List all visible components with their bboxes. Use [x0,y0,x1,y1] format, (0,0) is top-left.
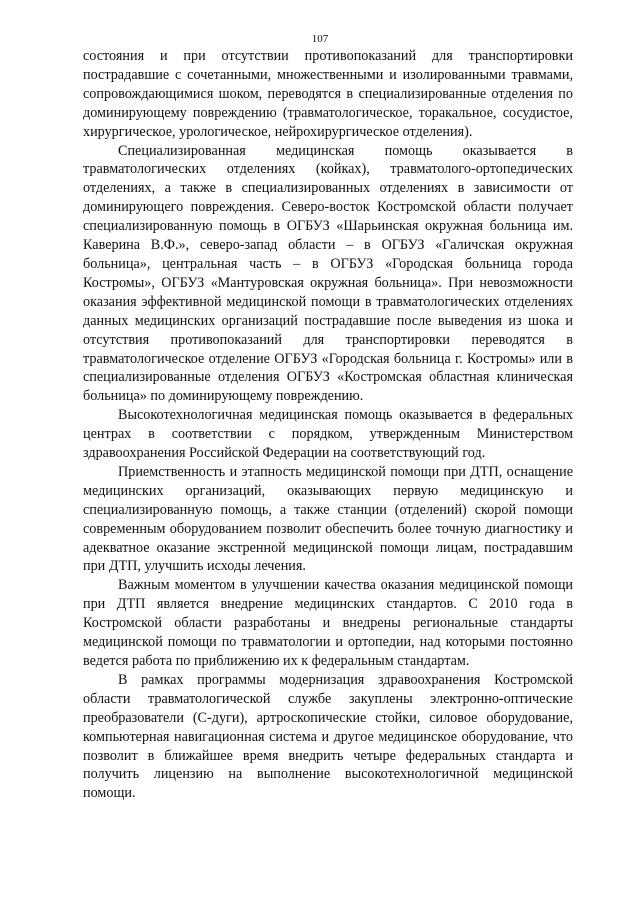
paragraph-standards: Важным моментом в улучшении качества оказания медицинской помощи при ДТП является внедрение медицинских стандартов. С 2010 года в Костромской области разработаны и внедрены региональные стандарты медицинской помощи по травматологии и ортопедии, над которыми постоянно ведется работа по приближению их к федеральным стандартам. [83,577,573,669]
paragraph-specialized-care: Специализированная медицинская помощь оказывается в травматологических отделениях (койках), травматолого-ортопедических отделениях, а также в специализированных отделениях в зависимости от доминирующего повреждения. Северо-восток Костромской области получает специализированную помощь в ОГБУЗ «Шарьинская окружная больница им. Каверина В.Ф.», северо-запад области – в ОГБУЗ «Галичская окружная больница», центральная часть – в ОГБУЗ «Городская больница города Костромы», ОГБУЗ «Мантуровская окружная больница». При невозможности оказания эффективной медицинской помощи в травматологических отделениях данных медицинских организаций пострадавшие после выведения из шока и отсутствия противопоказаний для транспортировки переводятся в травматологическое отделение ОГБУЗ «Городская больница г. Костромы» или в специализированные отделения ОГБУЗ «Костромская областная клиническая больница» по доминирующему повреждению. [83,142,573,405]
paragraph-high-tech-care: Высокотехнологичная медицинская помощь оказывается в федеральных центрах в соответствии с порядком, утвержденным Министерством здравоохранения Российской Федерации на соответствующий год. [83,407,573,462]
body-text [83,47,573,803]
paragraph-continuity: Приемственность и этапность медицинской помощи при ДТП, оснащение медицинских организаций, оказывающих первую медицинскую и специализированную помощь, а также станции (отделений) скорой помощи современным оборудованием позволит обеспечить более точную диагностику и адекватное оказание экстренной медицинской помощи лицам, пострадавшим при ДТП, улучшить исходы лечения. [83,463,573,575]
page-number: 107 [311,33,329,45]
paragraph-continuation: состояния и при отсутствии противопоказаний для транспортировки пострадавшие с сочетанными, множественными и изолированными травмами, сопровождающимися шоком, переводятся в специализированные отделения по доминирующему повреждению (травматологическое, торакальное, сосудистое, хирургическое, урологическое, нейрохирургическое отделения). [83,48,573,140]
paragraph-modernization: В рамках программы модернизация здравоохранения Костромской области травматологической службе закуплены электронно-оптические преобразователи (С-дуги), артроскопические стойки, силовое оборудование, компьютерная навигационная система и другое медицинское оборудование, что позволит в ближайшее время внедрить четыре федеральных стандарта и получить лицензию на выполнение высокотехнологичной медицинской помощи. [83,671,573,802]
